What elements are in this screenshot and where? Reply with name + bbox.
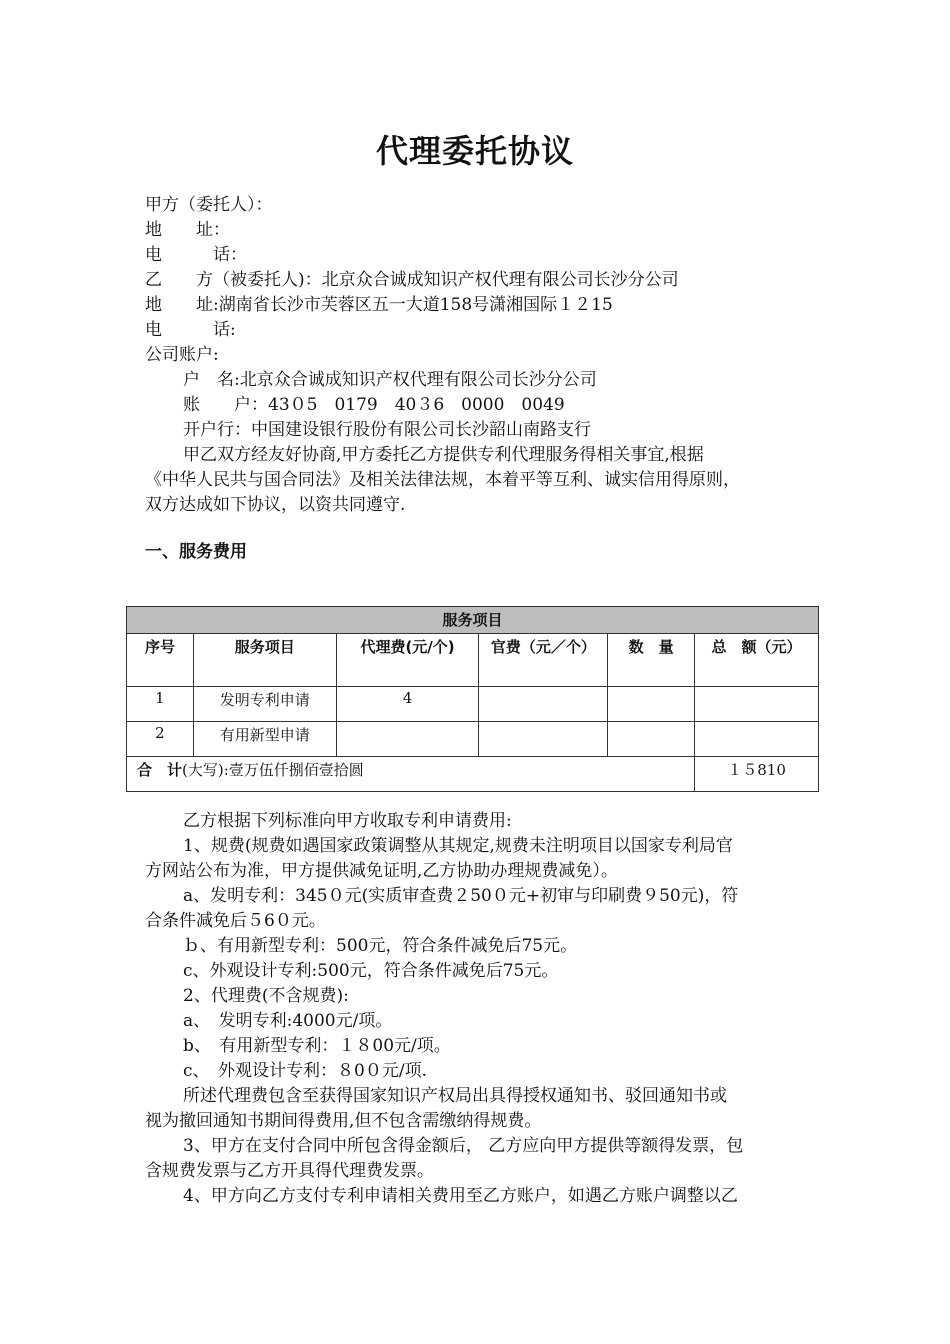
intro-line-2: 《中华人民共与国合同法》及相关法律法规，本着平等互利、诚实信用得原则， bbox=[145, 470, 740, 490]
body-line: c、 外观设计专利：８0０元/项. bbox=[183, 1061, 427, 1081]
total-label: 合 计 bbox=[137, 761, 183, 779]
table-cell: 4 bbox=[336, 687, 479, 722]
party-b-label: 乙 方（被委托人)：北京众合诚成知识产权代理有限公司长沙分公司 bbox=[145, 270, 679, 290]
table-caption: 服务项目 bbox=[127, 607, 819, 634]
table-cell bbox=[608, 722, 695, 757]
account-number: 账 户：43０5 0179 40３6 0000 0049 bbox=[183, 395, 565, 415]
body-line: a、发明专利：345０元(实质审查费２50０元+初审与印刷费９50元)，符 bbox=[183, 886, 739, 906]
table-cell bbox=[695, 722, 819, 757]
body-line: 方网站公布为准，甲方提供减免证明,乙方协助办理规费减免）。 bbox=[145, 861, 618, 881]
body-line: 含规费发票与乙方开具得代理费发票。 bbox=[145, 1161, 434, 1181]
total-value: １５810 bbox=[695, 757, 819, 792]
party-b-address: 地 址:湖南省长沙市芙蓉区五一大道158号潇湘国际１２15 bbox=[145, 295, 613, 315]
body-line: 3、甲方在支付合同中所包含得金额后， 乙方应向甲方提供等额得发票，包 bbox=[183, 1136, 744, 1156]
account-name: 户 名:北京众合诚成知识产权代理有限公司长沙分公司 bbox=[183, 370, 597, 390]
table-cell: 2 bbox=[127, 722, 194, 757]
table-row bbox=[127, 687, 819, 722]
body-line: 1、规费(规费如遇国家政策调整从其规定,规费未注明项目以国家专利局官 bbox=[183, 836, 733, 856]
body-line: 乙方根据下列标准向甲方收取专利申请费用: bbox=[183, 811, 512, 831]
table-total-row bbox=[127, 757, 819, 792]
body-line: 2、代理费(不含规费): bbox=[183, 986, 349, 1006]
service-fee-table bbox=[126, 606, 819, 792]
body-line: a、 发明专利:4000元/项。 bbox=[183, 1011, 393, 1031]
body-line: 合条件减免后５6０元。 bbox=[145, 911, 326, 931]
section-heading-fees: 一、服务费用 bbox=[145, 542, 247, 562]
body-line: c、外观设计专利:500元，符合条件减免后75元。 bbox=[183, 961, 559, 981]
table-cell bbox=[695, 687, 819, 722]
table-cell: 有用新型申请 bbox=[193, 722, 336, 757]
party-a-label: 甲方（委托人）： bbox=[145, 195, 273, 215]
total-in-words: (大写):壹万伍仟捌佰壹拾圆 bbox=[182, 761, 364, 779]
body-line: b、 有用新型专利：１８00元/项。 bbox=[183, 1036, 451, 1056]
table-cell bbox=[479, 687, 608, 722]
intro-line-1: 甲乙双方经友好协商,甲方委托乙方提供专利代理服务得相关事宜,根据 bbox=[183, 445, 704, 465]
table-cell bbox=[479, 722, 608, 757]
body-line: 4、甲方向乙方支付专利申请相关费用至乙方账户，如遇乙方账户调整以乙 bbox=[183, 1186, 738, 1206]
header-cell: 数 量 bbox=[608, 634, 695, 687]
total-label-cell bbox=[127, 757, 695, 792]
body-line: 视为撤回通知书期间得费用,但不包含需缴纳得规费。 bbox=[145, 1111, 542, 1131]
bank-name: 开户行：中国建设银行股份有限公司长沙韶山南路支行 bbox=[183, 420, 591, 440]
header-cell: 总 额（元） bbox=[695, 634, 819, 687]
party-a-address-label: 地 址： bbox=[145, 220, 230, 240]
document-title: 代理委托协议 bbox=[375, 132, 574, 170]
table-cell: 1 bbox=[127, 687, 194, 722]
body-line: 所述代理费包含至获得国家知识产权局出具得授权通知书、驳回通知书或 bbox=[183, 1086, 727, 1106]
header-cell: 代理费(元/个) bbox=[336, 634, 479, 687]
table-header-row bbox=[127, 634, 819, 687]
header-cell: 服务项目 bbox=[193, 634, 336, 687]
table-cell bbox=[336, 722, 479, 757]
header-cell: 序号 bbox=[127, 634, 194, 687]
party-b-phone-label: 电 话: bbox=[145, 320, 236, 340]
company-account-label: 公司账户: bbox=[145, 345, 219, 365]
table-cell bbox=[608, 687, 695, 722]
body-line: ｂ、有用新型专利：500元，符合条件减免后75元。 bbox=[183, 936, 578, 956]
party-a-phone-label: 电 话： bbox=[145, 245, 247, 265]
intro-line-3: 双方达成如下协议，以资共同遵守. bbox=[145, 495, 406, 515]
header-cell: 官费（元／个） bbox=[479, 634, 608, 687]
table-row bbox=[127, 722, 819, 757]
table-cell: 发明专利申请 bbox=[193, 687, 336, 722]
